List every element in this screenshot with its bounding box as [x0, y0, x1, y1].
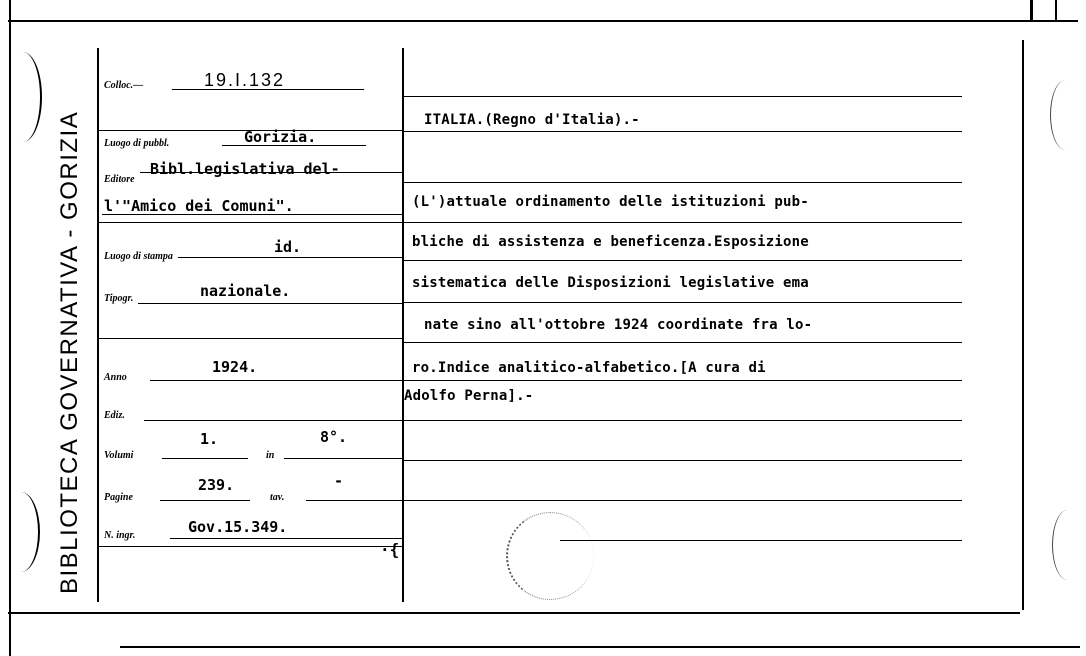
top-right-mark [1030, 0, 1033, 22]
value-luogo-pubbl: Gorizia. [244, 128, 317, 146]
underline [138, 303, 402, 304]
label-tipogr: Tipogr. [104, 293, 134, 304]
underline [144, 420, 402, 421]
description-line: sistematica delle Disposizioni legislative ema [412, 275, 809, 291]
left-column-rule [97, 48, 99, 602]
card-top-border [8, 20, 1078, 22]
value-formato: 8°. [320, 428, 348, 446]
value-anno: 1924. [212, 358, 258, 376]
punch-hole-bottom [2, 492, 40, 572]
top-right-mark-2 [1055, 0, 1057, 22]
label-ediz: Ediz. [104, 410, 125, 421]
value-luogo-stampa: id. [274, 238, 302, 256]
card-right-border [1022, 40, 1024, 610]
description-line: nate sino all'ottobre 1924 coordinate fra lo- [424, 317, 813, 333]
library-stamp [506, 512, 594, 600]
desc-rule [404, 420, 962, 421]
label-in: in [266, 450, 275, 461]
desc-rule [404, 182, 962, 183]
value-editore-2: l'"Amico dei Comuni". [104, 197, 294, 215]
desc-rule [404, 500, 962, 501]
left-rule [99, 338, 402, 339]
label-luogo-stampa: Luogo di stampa [104, 251, 173, 262]
value-n-ingr: Gov.15.349. [188, 518, 288, 536]
value-tav: - [334, 472, 344, 490]
description-heading: ITALIA.(Regno d'Italia).- [424, 112, 640, 128]
punch-hole-top [4, 52, 42, 142]
label-anno: Anno [104, 372, 127, 383]
label-editore: Editore [104, 174, 135, 185]
label-volumi: Volumi [104, 450, 134, 461]
description-line: bliche di assistenza e beneficenza.Esposizione [412, 234, 809, 250]
card-bottom-border [8, 612, 1020, 614]
left-rule [99, 222, 402, 223]
label-pagine: Pagine [104, 492, 133, 503]
value-editore-1: Bibl.legislativa del- [150, 160, 340, 178]
underline [284, 458, 402, 459]
desc-rule [404, 460, 962, 461]
description-line: (L')attuale ordinamento delle istituzioni pub- [412, 194, 809, 210]
label-n-ingr: N. ingr. [104, 530, 136, 541]
value-tipogr: nazionale. [200, 282, 291, 300]
desc-rule [404, 260, 962, 261]
description-line: ro.Indice analitico-alfabetico.[A cura di [412, 360, 766, 376]
description-line: Adolfo Perna].- [404, 388, 534, 404]
underline [160, 500, 250, 501]
underline [150, 380, 402, 381]
desc-rule [404, 342, 962, 343]
underline [162, 458, 248, 459]
library-vertical-title: BIBLIOTECA GOVERNATIVA - GORIZIA [56, 110, 83, 594]
underline [306, 500, 402, 501]
underline [178, 257, 402, 258]
label-tav: tav. [270, 492, 285, 503]
label-luogo-pubbl: Luogo di pubbl. [104, 138, 170, 149]
page-bottom-rule [120, 646, 1080, 648]
desc-rule [560, 540, 962, 541]
desc-rule [404, 131, 962, 132]
desc-rule [404, 380, 962, 381]
value-collocazione: 19.I.132 [204, 70, 286, 90]
label-collocazione: Colloc.— [104, 80, 144, 91]
underline [170, 538, 402, 539]
desc-rule [404, 96, 962, 97]
left-rule [99, 546, 402, 547]
value-volumi: 1. [200, 430, 219, 448]
desc-rule [404, 302, 962, 303]
desc-rule [404, 222, 962, 223]
punch-hole-right-bottom [1052, 510, 1083, 580]
pencil-mark: ·{ [380, 540, 400, 559]
value-pagine: 239. [198, 476, 235, 494]
punch-hole-right-top [1050, 80, 1081, 150]
